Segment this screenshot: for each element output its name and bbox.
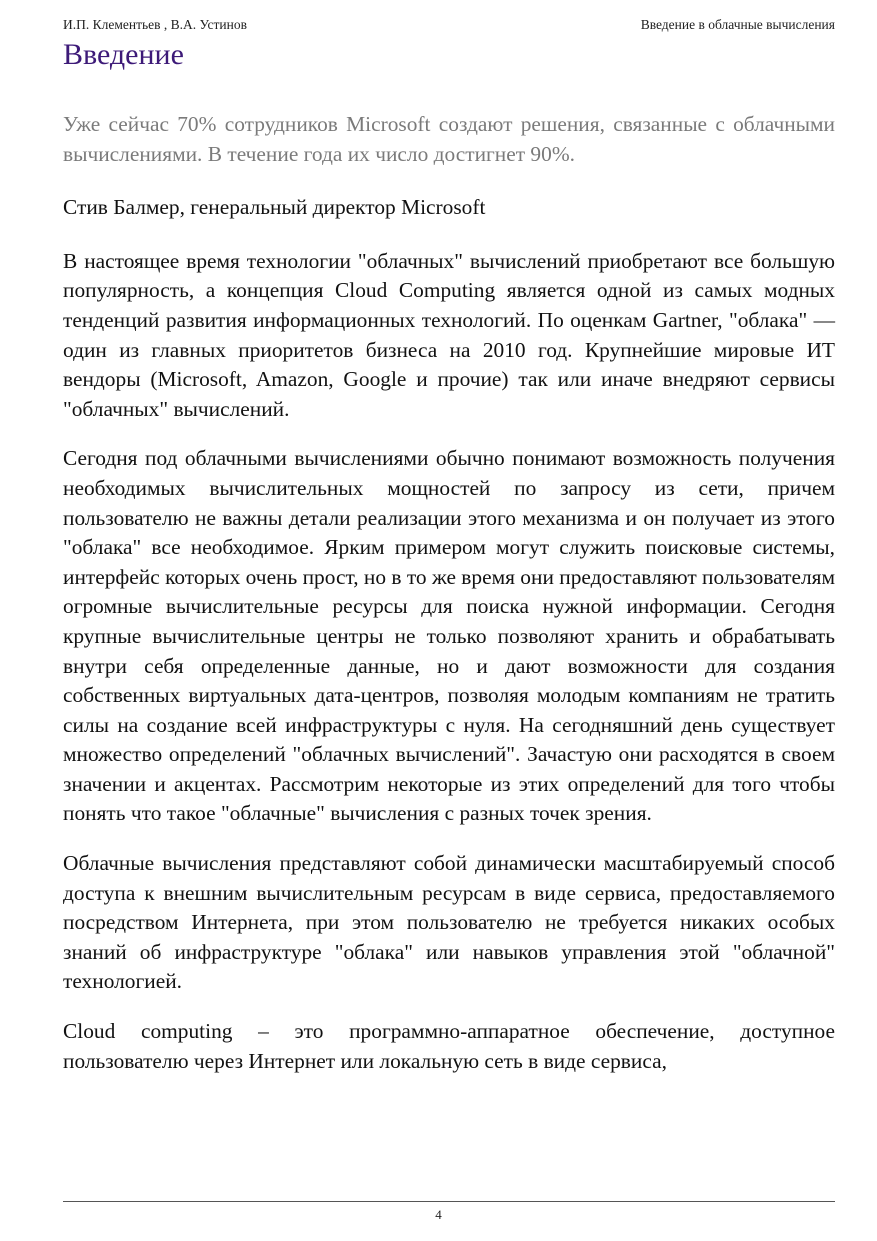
running-header (63, 17, 835, 35)
body-paragraph: Облачные вычисления представляют собой динамически масштабируемый способ доступа к внешним вычислительным ресурсам в виде сервиса, предоставляемого посредством Интернета, при этом пользователю не требуется никаких особых знаний об инфраструктуре "облака" или навыков управления этой "облачной" технологией. (63, 851, 835, 994)
page-body (63, 110, 835, 1096)
header-authors: И.П. Клементьев , В.А. Устинов (63, 17, 247, 32)
chapter-title: Введение (63, 38, 184, 71)
header-book-title: Введение в облачные вычисления (640, 17, 835, 32)
epigraph-attribution: Стив Балмер, генеральный директор Microsoft (63, 195, 486, 220)
body-paragraph: Сегодня под облачными вычислениями обычно понимают возможность получения необходимых вычислительных мощностей по запросу из сети, причем пользователю не важны детали реализации этого механизма и он получает из этого "облака" все необходимое. Ярким примером могут служить поисковые системы, интерфейс которых очень прост, но в то же время они предоставляют пользователям огромные вычислительные ресурсы для поиска нужной информации. Сегодня крупные вычислительные центры не только позволяют хранить и обрабатывать внутри себя определенные данные, но и дают возможности для создания собственных виртуальных дата-центров, позволяя молодым компаниям не тратить силы на создание всей инфраструктуры с нуля. На сегодняшний день существует множество определений "облачных вычислений". Зачастую они расходятся в своем значении и акцентах. Рассмотрим некоторые из этих определений для того чтобы понять что такое "облачные" вычисления с разных точек зрения. (63, 446, 835, 826)
body-paragraph: Cloud computing – это программно-аппаратное обеспечение, доступное пользователю через Интернет или локальную сеть в виде сервиса, (63, 1019, 835, 1073)
epigraph-quote: Уже сейчас 70% сотрудников Microsoft создают решения, связанные с облачными вычислениями. В течение года их число достигнет 90%. (63, 112, 835, 166)
footer-divider (63, 1201, 835, 1202)
page-number: 4 (435, 1207, 442, 1222)
body-paragraph: В настоящее время технологии "облачных" вычислений приобретают все большую популярность, а концепция Cloud Computing является одной из самых модных тенденций развития информационных технологий. По оценкам Gartner, "облака" — один из главных приоритетов бизнеса на 2010 год. Крупнейшие мировые ИТ вендоры (Microsoft, Amazon, Google и прочие) так или иначе внедряют сервисы "облачных" вычислений. (63, 248, 835, 421)
